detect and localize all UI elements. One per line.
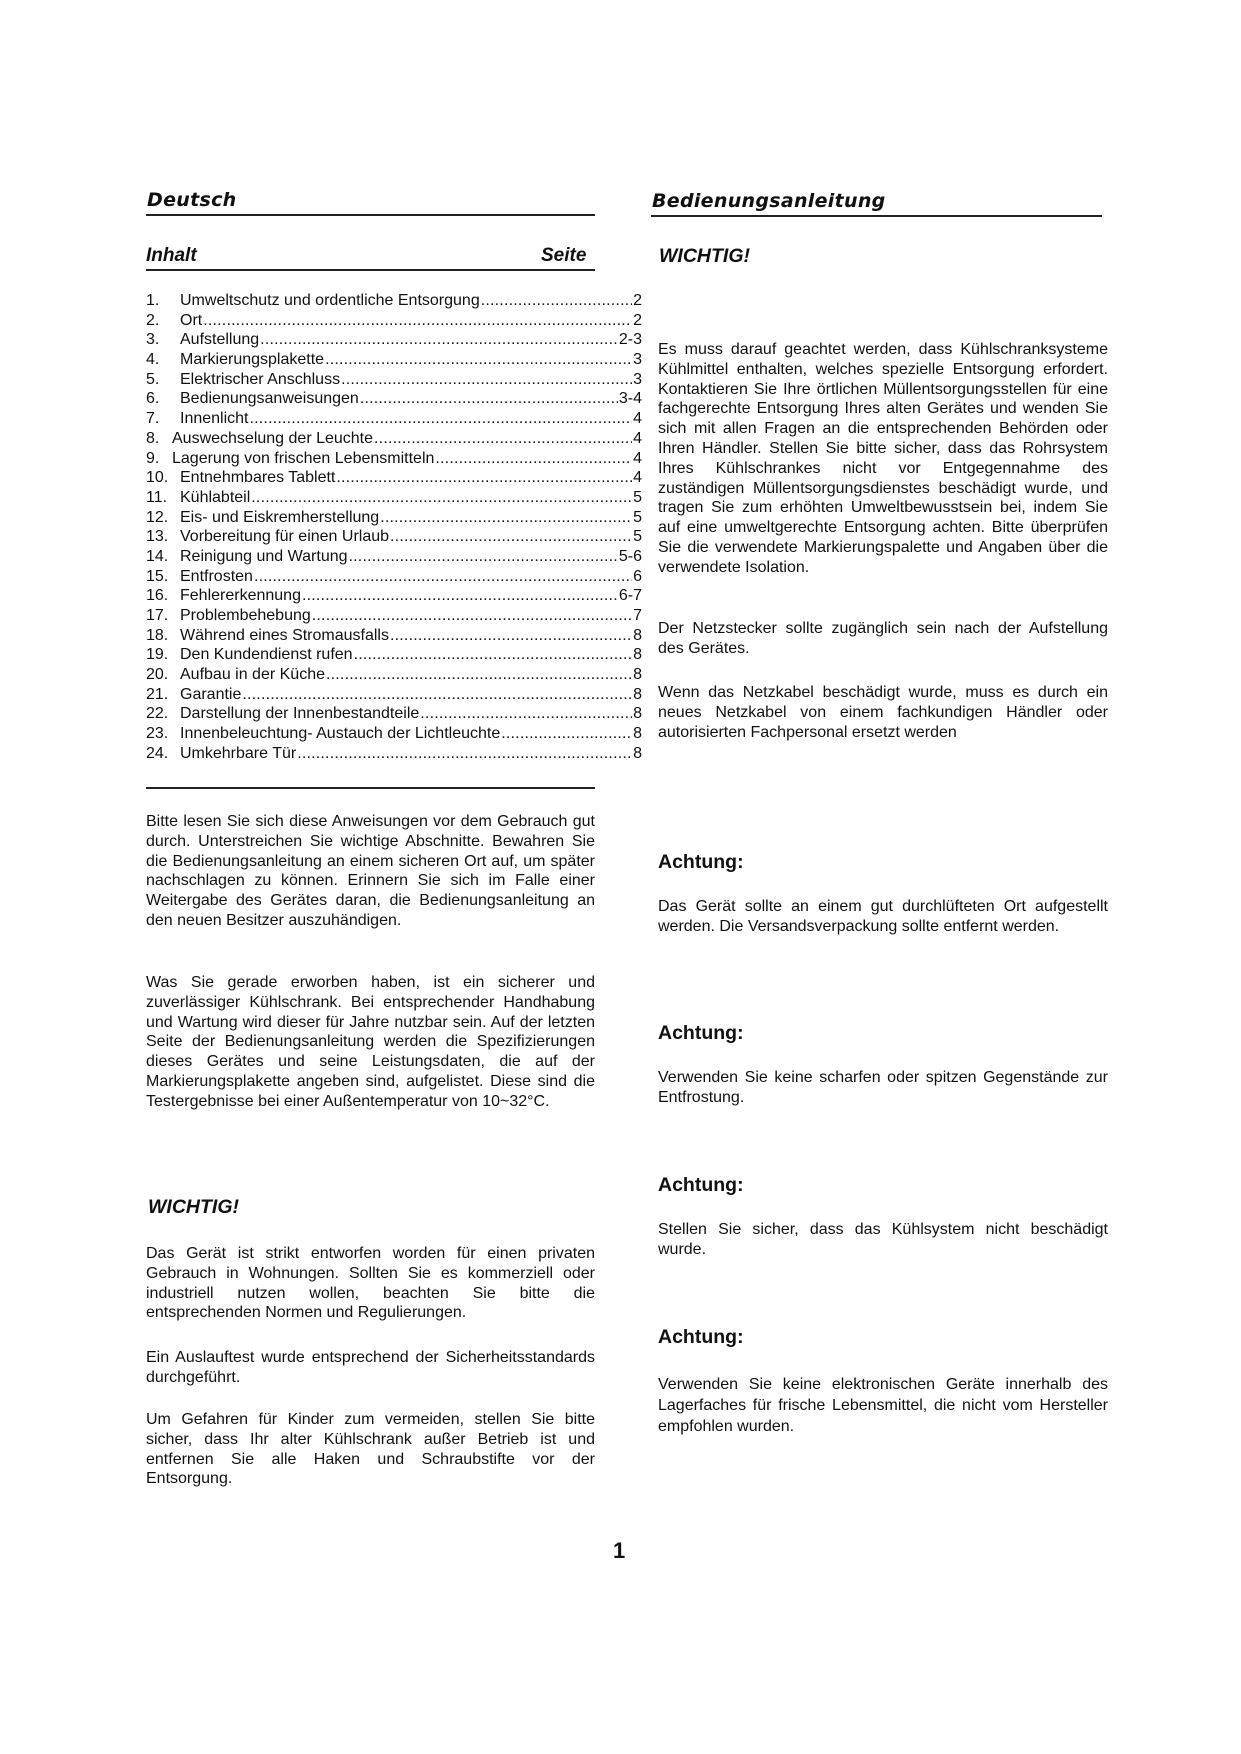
toc-item-number: 9. [146,449,160,467]
toc-item-page: 4 [633,449,642,467]
toc-item-number: 23. [146,725,169,743]
toc-item-page: 2-3 [618,331,642,349]
toc-item-number: 16. [146,587,169,605]
header-document-type: Bedienungsanleitung [652,190,886,212]
toc-item-title: Darstellung der Innenbestandteile [180,705,420,723]
toc-item-page: 8 [633,666,642,684]
toc-item-page: 5 [633,508,642,526]
toc-item-title: Den Kundendienst rufen [180,646,353,664]
toc-leader-dots [242,686,632,704]
toc-item-number: 19. [146,646,169,664]
wichtig-paragraph-1: Das Gerät ist strikt entworfen worden für einen privaten Gebrauch in Wohnungen. Sollten Sie es kommerziell oder industriell nutzen wollen, beachten Sie bitte die entsprechenden Normen und Regulierungen. [146,1245,595,1322]
toc-item-number: 22. [146,705,169,723]
toc-item-number: 12. [146,508,169,526]
toc-item [146,705,642,725]
cable-paragraph: Wenn das Netzkabel beschädigt wurde, muss es durch ein neues Netzkabel von einem fachkundigen Händler oder autorisierten Fachpersonal ersetzt werden [658,684,1108,741]
page-number: 1 [613,1538,626,1563]
toc-leader-dots [420,705,632,723]
toc-item [146,390,642,410]
toc-item-title: Während eines Stromausfalls [180,626,389,644]
toc-item [146,450,642,470]
wichtig-heading-right: WICHTIG! [659,245,750,267]
toc-item-number: 1. [146,292,160,309]
wichtig-paragraph-2: Ein Auslauftest wurde entsprechend der Sicherheitsstandards durchgeführt. [146,1349,595,1386]
toc-item [146,548,642,568]
toc-item-page: 5 [633,488,642,506]
achtung-text-3: Stellen Sie sicher, dass das Kühlsystem nicht beschädigt wurde. [658,1221,1108,1258]
toc-item [146,509,642,529]
toc-item [146,528,642,548]
toc-item-number: 15. [146,567,169,585]
achtung-text-1: Das Gerät sollte an einem gut durchlüfteten Ort aufgestellt werden. Die Versandsverpackung sollte entfernt werden. [658,898,1108,935]
toc-item-page: 7 [633,607,642,624]
toc-item-page: 6 [633,567,642,585]
toc-item-title: Lagerung von frischen Lebensmitteln [172,449,435,467]
toc-page-label: Seite [541,245,587,266]
achtung-text-4: Verwenden Sie keine elektronischen Geräte innerhalb des Lagerfaches für frische Lebensmittel, die nicht vom Hersteller empfohlen wurden. [658,1376,1108,1435]
toc-bottom-rule [146,787,595,789]
toc-item-title: Entnehmbares Tablett [180,469,336,487]
toc-item-number: 24. [146,744,169,762]
toc-item-number: 3. [146,331,160,349]
toc-item-number: 14. [146,547,169,565]
header-language: Deutsch [147,189,237,211]
toc-item-title: Aufstellung [180,331,260,349]
wichtig-paragraph-3: Um Gefahren für Kinder zum vermeiden, stellen Sie bitte sicher, dass Ihr alter Kühlschrank außer Betrieb ist und entfernen Sie alle Haken und Schraubstifte vor der Entsorgung. [146,1411,595,1488]
toc-leader-dots [374,430,632,448]
toc-item-page: 8 [633,626,642,644]
achtung-heading-4: Achtung: [658,1326,744,1348]
toc-leader-dots [326,666,632,684]
toc-item [146,568,642,588]
toc-leader-dots [336,469,632,487]
toc-item [146,725,642,745]
toc-item-number: 21. [146,685,169,703]
toc-item-number: 11. [146,488,168,506]
toc-item [146,745,642,765]
toc-item-number: 6. [146,390,160,408]
toc-item-title: Innenlicht [180,410,249,428]
toc-item-page: 2 [633,292,642,309]
toc-leader-dots [349,548,618,566]
header-rule-left [146,214,595,216]
toc-item-page: 8 [633,744,642,762]
toc-item [146,292,642,312]
toc-item-page: 4 [633,469,642,487]
table-of-contents [146,292,642,765]
toc-leader-dots [390,627,632,645]
toc-item-page: 4 [633,410,642,428]
toc-leader-dots [297,745,632,763]
toc-leader-dots [341,371,632,389]
toc-item-title: Entfrosten [180,567,253,585]
achtung-heading-1: Achtung: [658,851,744,873]
toc-item-number: 8. [146,429,160,447]
toc-item [146,666,642,686]
toc-item-number: 17. [146,607,169,624]
toc-item-number: 13. [146,528,169,546]
toc-item-number: 20. [146,666,169,684]
toc-item-number: 5. [146,370,160,388]
toc-item-page: 3 [633,351,642,369]
toc-item-title: Eis- und Eiskremherstellung [180,508,380,526]
toc-leader-dots [325,351,632,369]
toc-rule [146,269,595,271]
toc-item [146,410,642,430]
toc-item-title: Garantie [180,685,242,703]
toc-item-page: 8 [633,705,642,723]
toc-item-title: Elektrischer Anschluss [180,370,341,388]
toc-item-number: 7. [146,410,160,428]
intro-paragraph-2: Was Sie gerade erworben haben, ist ein sicherer und zuverlässiger Kühlschrank. Bei entsprechender Handhabung und Wartung wird dieser für Jahre nutzbar sein. Auf der letzten Seite der Bedienungsanleitung werden die Spezifizierungen dieses Gerätes und seine Leistungsdaten, die auf der Markierungsplakette angeben sind, aufgelistet. Diese sind die Testergebnisse bei einer Außentemperatur von 10~32°C. [146,974,595,1110]
toc-item-page: 4 [633,429,642,447]
header-rule-right [651,215,1102,217]
toc-leader-dots [435,450,632,468]
toc-leader-dots [481,292,632,310]
toc-item-number: 18. [146,626,169,644]
toc-item-title: Markierungsplakette [180,351,325,369]
toc-item-title: Problembehebung [180,607,311,624]
toc-item-title: Umkehrbare Tür [180,744,297,762]
toc-item-title: Aufbau in der Küche [180,666,325,684]
toc-item [146,587,642,607]
achtung-heading-2: Achtung: [658,1022,744,1044]
toc-item-page: 8 [633,725,642,743]
toc-heading: Inhalt [146,245,197,266]
toc-item-title: Fehlererkennung [180,587,301,605]
toc-leader-dots [254,568,632,586]
toc-item-number: 4. [146,351,160,369]
toc-leader-dots [302,587,618,605]
plug-paragraph: Der Netzstecker sollte zugänglich sein nach der Aufstellung des Gerätes. [658,620,1108,657]
toc-item-title: Ort [180,311,203,329]
toc-item [146,489,642,509]
toc-item-number: 2. [146,311,160,329]
toc-item [146,469,642,489]
toc-item-page: 5 [633,528,642,546]
toc-item-number: 10. [146,469,169,487]
toc-leader-dots [390,528,632,546]
toc-leader-dots [250,410,633,428]
toc-item-page: 5-6 [618,547,642,565]
intro-paragraph-1: Bitte lesen Sie sich diese Anweisungen vor dem Gebrauch gut durch. Unterstreichen Sie wichtige Abschnitte. Bewahren Sie die Bedienungsanleitung an einem sicheren Ort auf, um später nachschlagen zu können. Erinnern Sie sich im Falle einer Weitergabe des Gerätes daran, die Bedienungsanleitung an den neuen Besitzer auszuhändigen. [146,813,595,929]
toc-item [146,686,642,706]
toc-item [146,371,642,391]
toc-leader-dots [354,646,633,664]
toc-item-title: Innenbeleuchtung- Austauch der Lichtleuchte [180,725,501,743]
toc-leader-dots [260,331,618,349]
toc-leader-dots [312,607,632,625]
toc-item [146,627,642,647]
toc-leader-dots [380,509,632,527]
toc-item-page: 3-4 [618,390,642,408]
achtung-heading-3: Achtung: [658,1174,744,1196]
toc-item-page: 8 [633,685,642,703]
toc-leader-dots [360,390,618,408]
toc-item-title: Kühlabteil [180,488,251,506]
toc-leader-dots [203,312,632,330]
toc-item [146,646,642,666]
toc-item-title: Umweltschutz und ordentliche Entsorgung [180,292,480,309]
toc-item-title: Vorbereitung für einen Urlaub [180,528,390,546]
toc-leader-dots [251,489,632,507]
toc-item [146,312,642,332]
toc-item-title: Auswechselung der Leuchte [172,429,374,447]
toc-item [146,351,642,371]
toc-leader-dots [501,725,632,743]
toc-item [146,430,642,450]
toc-item [146,331,642,351]
toc-item-page: 2 [633,311,642,329]
toc-item-page: 3 [633,370,642,388]
toc-item-page: 6-7 [618,587,642,605]
toc-item-title: Bedienungsanweisungen [180,390,359,408]
achtung-text-2: Verwenden Sie keine scharfen oder spitzen Gegenstände zur Entfrostung. [658,1069,1108,1106]
toc-item-page: 8 [633,646,642,664]
disposal-paragraph: Es muss darauf geachtet werden, dass Kühlschranksysteme Kühlmittel enthalten, welches spezielle Entsorgung erfordert. Kontaktieren Sie Ihre örtlichen Müllentsorgungsstellen für eine fachgerechte Entsorgung Ihres alten Gerätes und wenden Sie sich mit allen Fragen an die entsprechenden Behörden oder Ihren Händler. Stellen Sie bitte sicher, dass das Rohrsystem Ihres Kühlschrankes nicht vor Entgegennahme des zuständigen Müllentsorgungsdienstes beschädigt wurde, und tragen Sie zum erhöhten Umweltbewusstsein bei, indem Sie auf eine umweltgerechte Entsorgung achten. Bitte überprüfen Sie die verwendete Markierungspalette und Angaben über die verwendete Isolation. [658,341,1108,576]
toc-item-title: Reinigung und Wartung [180,547,348,565]
wichtig-heading-left: WICHTIG! [148,1196,239,1218]
toc-item [146,607,642,627]
